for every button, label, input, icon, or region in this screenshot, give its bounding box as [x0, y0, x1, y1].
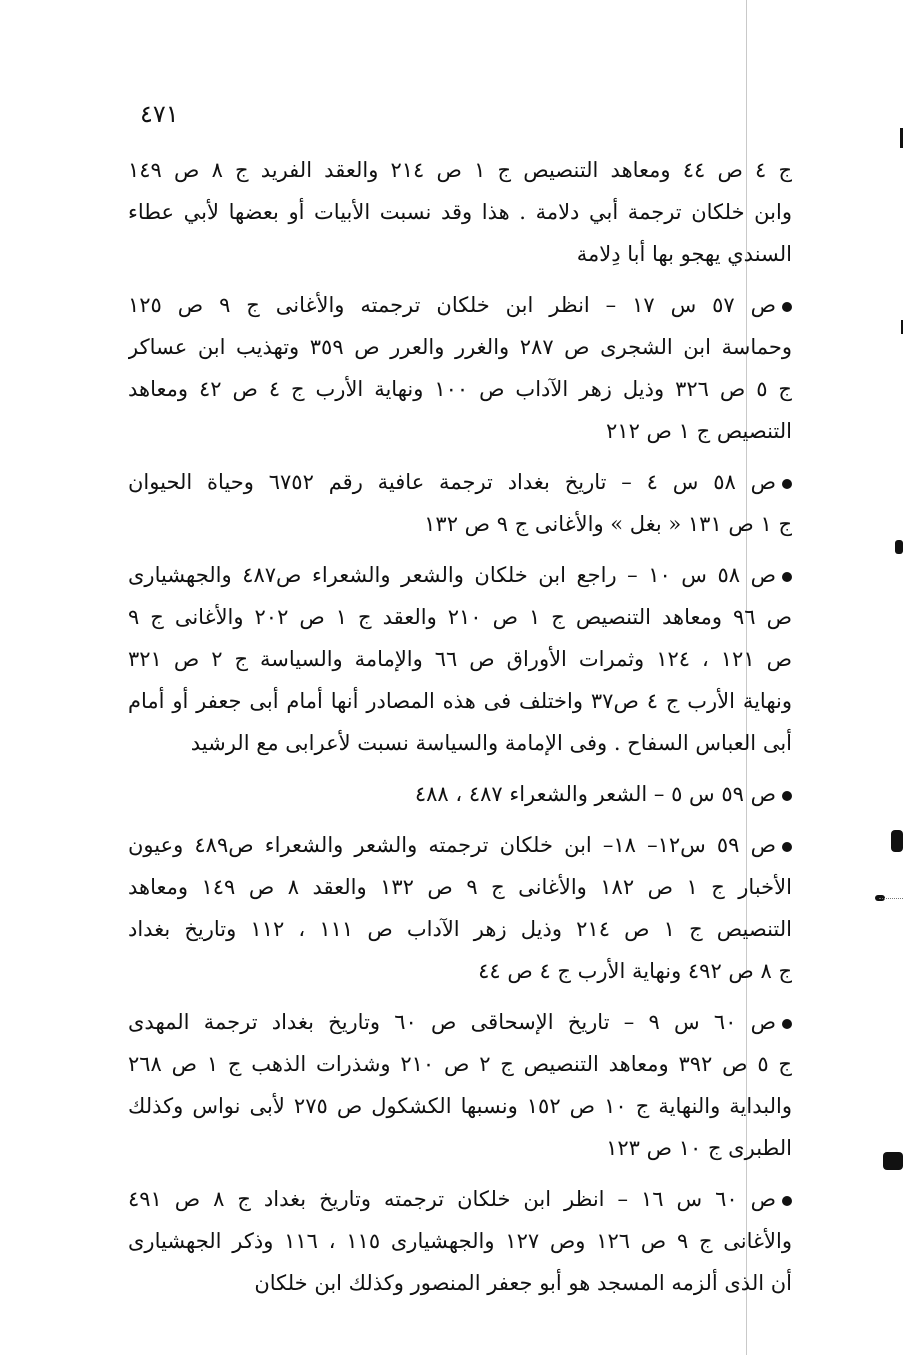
note-line	[128, 460, 792, 502]
note-line	[128, 1219, 792, 1261]
note-line	[128, 232, 792, 274]
note-entry	[128, 1000, 792, 1168]
note-line-text: الطبرى ج ١٠ ص ١٢٣	[606, 1136, 792, 1160]
note-line	[128, 1177, 792, 1219]
note-line-text: والبداية والنهاية ج ١٠ ص ١٥٢ ونسبها الكشكول ص ٢٧٥ لأبى نواس وكذلك	[128, 1094, 792, 1118]
note-line-text: ص ٥٨ س ٤ – تاريخ بغداد ترجمة عافية رقم ٦٧٥٢ وحياة الحيوان	[128, 470, 776, 494]
note-line	[128, 865, 792, 907]
bullet-icon	[782, 1196, 792, 1206]
entry-spacer	[128, 544, 792, 553]
note-line-text: ونهاية الأرب ج ٤ ص٣٧ واختلف فى هذه المصادر أنها أمام أبى جعفر أو أمام	[128, 689, 792, 713]
note-line	[128, 1042, 792, 1084]
note-line-text: ج ٥ ص ٣٢٦ وذيل زهر الآداب ص ١٠٠ ونهاية الأرب ج ٤ ص ٤٢ ومعاهد	[128, 377, 792, 401]
note-line	[128, 772, 792, 814]
scan-edge-mark	[895, 540, 903, 554]
note-line-text: ص ٥٩ س ٥ – الشعر والشعراء ٤٨٧ ، ٤٨٨	[414, 782, 776, 806]
note-line	[128, 1126, 792, 1168]
note-line	[128, 637, 792, 679]
bullet-icon	[782, 1019, 792, 1029]
note-line	[128, 595, 792, 637]
note-line-text: الأخبار ج ١ ص ١٨٢ والأغانى ج ٩ ص ١٣٢ والعقد ٨ ص ١٤٩ ومعاهد	[128, 875, 792, 899]
note-line-text: ج ٨ ص ٤٩٢ ونهاية الأرب ج ٤ ص ٤٤	[478, 959, 792, 983]
note-entry	[128, 823, 792, 991]
note-line-text: وحماسة ابن الشجرى ص ٢٨٧ والغرر والعرر ص ٣٥٩ وتهذيب ابن عساكر	[128, 335, 792, 359]
note-entry	[128, 1177, 792, 1303]
scan-edge-dots	[879, 898, 903, 899]
note-line	[128, 283, 792, 325]
bullet-icon	[782, 572, 792, 582]
note-line	[128, 148, 792, 190]
note-line-text: ج ٥ ص ٣٩٢ ومعاهد التنصيص ج ٢ ص ٢١٠ وشذرات الذهب ج ١ ص ٢٦٨	[128, 1052, 792, 1076]
note-line	[128, 1261, 792, 1303]
note-line	[128, 553, 792, 595]
note-entry	[128, 148, 792, 274]
note-line-text: ص ٥٩ س١٢– ١٨– ابن خلكان ترجمته والشعر والشعراء ص٤٨٩ وعيون	[128, 833, 776, 857]
note-line	[128, 949, 792, 991]
bullet-icon	[782, 842, 792, 852]
note-line-text: ص ٦٠ س ١٦ – انظر ابن خلكان ترجمته وتاريخ بغداد ج ٨ ص ٤٩١	[128, 1187, 776, 1211]
note-line-text: ج ٤ ص ٤٤ ومعاهد التنصيص ج ١ ص ٢١٤ والعقد الفريد ج ٨ ص ١٤٩	[128, 158, 792, 182]
entry-spacer	[128, 1168, 792, 1177]
note-line	[128, 502, 792, 544]
note-entry	[128, 772, 792, 814]
entry-spacer	[128, 991, 792, 1000]
scan-edge-mark	[883, 1152, 903, 1170]
page-number: ٤٧١	[140, 100, 179, 128]
entry-spacer	[128, 451, 792, 460]
note-line	[128, 409, 792, 451]
note-line	[128, 907, 792, 949]
entry-spacer	[128, 763, 792, 772]
note-entry	[128, 553, 792, 763]
note-line-text: السندي يهجو بها أبا دِلامة	[576, 242, 792, 266]
note-line	[128, 679, 792, 721]
note-line	[128, 721, 792, 763]
footnotes-text	[128, 148, 792, 1303]
note-line-text: ص ٥٨ س ١٠ – راجع ابن خلكان والشعر والشعراء ص٤٨٧ والجهشيارى	[128, 563, 776, 587]
entry-spacer	[128, 274, 792, 283]
note-line-text: ص ٩٦ ومعاهد التنصيص ج ١ ص ٢١٠ والعقد ج ١ ص ٢٠٢ والأغانى ج ٩	[128, 605, 792, 629]
note-line	[128, 1084, 792, 1126]
note-line-text: ج ١ ص ١٣١ « بغل » والأغانى ج ٩ ص ١٣٢	[424, 512, 792, 536]
note-line	[128, 823, 792, 865]
note-line	[128, 190, 792, 232]
note-entry	[128, 283, 792, 451]
bullet-icon	[782, 791, 792, 801]
scan-edge-mark	[891, 830, 903, 852]
note-line-text: والأغانى ج ٩ ص ١٢٦ وص ١٢٧ والجهشيارى ١١٥ ، ١١٦ وذكر الجهشيارى	[128, 1229, 792, 1253]
bullet-icon	[782, 479, 792, 489]
note-entry	[128, 460, 792, 544]
bullet-icon	[782, 302, 792, 312]
entry-spacer	[128, 814, 792, 823]
note-line-text: أن الذى ألزمه المسجد هو أبو جعفر المنصور وكذلك ابن خلكان	[254, 1271, 792, 1295]
note-line-text: وابن خلكان ترجمة أبي دلامة . هذا وقد نسبت الأبيات أو بعضها لأبي عطاء	[128, 200, 792, 224]
note-line	[128, 1000, 792, 1042]
note-line-text: التنصيص ج ١ ص ٢١٢	[606, 419, 792, 443]
note-line	[128, 325, 792, 367]
note-line-text: ص ٦٠ س ٩ – تاريخ الإسحاقى ص ٦٠ وتاريخ بغداد ترجمة المهدى	[128, 1010, 776, 1034]
note-line-text: ص ٥٧ س ١٧ – انظر ابن خلكان ترجمته والأغانى ج ٩ ص ١٢٥	[128, 293, 776, 317]
note-line-text: التنصيص ج ١ ص ٢١٤ وذيل زهر الآداب ص ١١١ ، ١١٢ وتاريخ بغداد	[128, 917, 792, 941]
note-line-text: ص ١٢١ ، ١٢٤ وثمرات الأوراق ص ٦٦ والإمامة والسياسة ج ٢ ص ٣٢١	[128, 647, 792, 671]
note-line	[128, 367, 792, 409]
note-line-text: أبى العباس السفاح . وفى الإمامة والسياسة نسبت لأعرابى مع الرشيد	[190, 731, 792, 755]
